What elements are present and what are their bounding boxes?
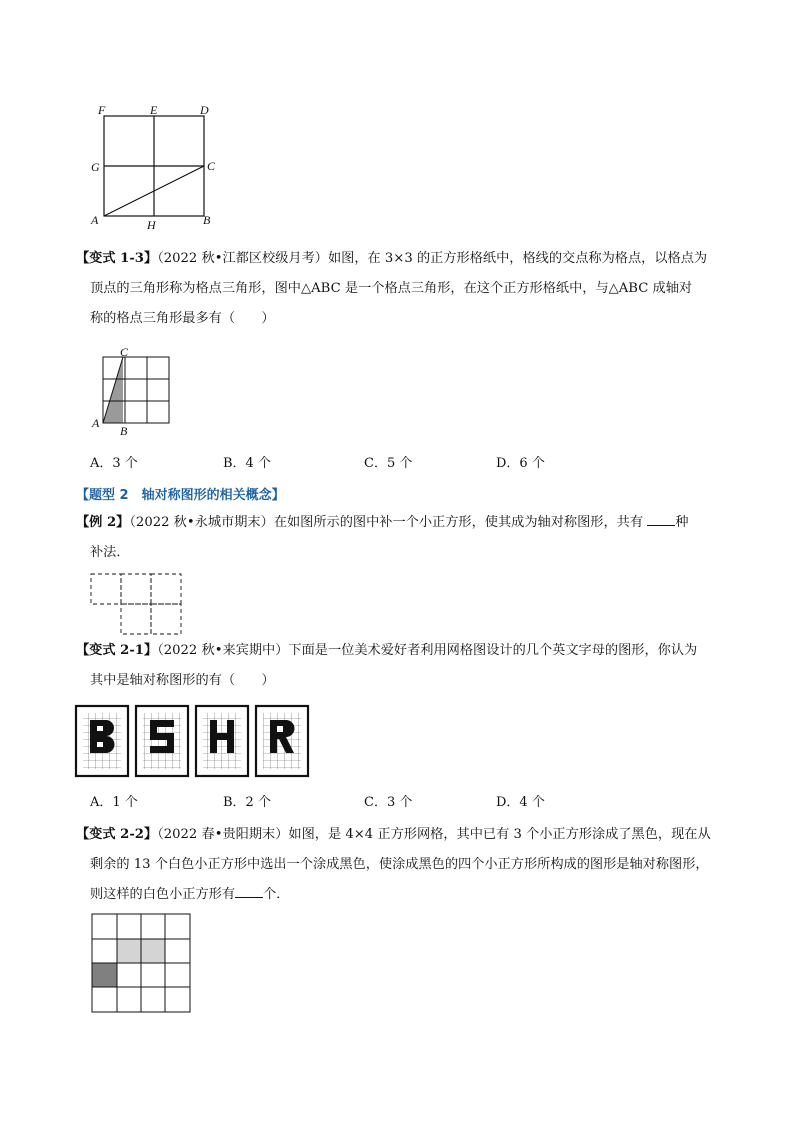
letter-grid-b bbox=[76, 706, 128, 776]
label-c: C bbox=[120, 345, 129, 359]
letter-grid-h bbox=[196, 706, 248, 776]
label-c: C bbox=[207, 159, 216, 173]
figure-grid-triangle bbox=[96, 352, 176, 432]
question-tag: 【变式 2-1】 bbox=[76, 643, 158, 658]
figure-4x4-grid bbox=[88, 910, 194, 1016]
figure-dashed-squares bbox=[88, 571, 188, 637]
label-g: G bbox=[91, 160, 100, 174]
question-text-line: 顶点的三角形称为格点三角形，图中△ABC 是一个格点三角形，在这个正方形格纸中，与△ABC 成轴对 bbox=[90, 281, 693, 296]
answer-blank bbox=[235, 885, 263, 898]
question-text-line: 补法． bbox=[90, 545, 130, 560]
label-a: A bbox=[92, 416, 100, 430]
question-text-line: （2022 秋•永城市期末）在如图所示的图中补一个小正方形，使其成为轴对称图形，共有 bbox=[129, 515, 644, 530]
option-b[interactable]: B．4 个 bbox=[223, 456, 271, 471]
option-a[interactable]: A．3 个 bbox=[90, 456, 138, 471]
question-1-3 bbox=[76, 244, 726, 334]
option-b[interactable]: B．2 个 bbox=[223, 795, 271, 810]
example-2 bbox=[76, 508, 726, 568]
question-text-line: 称的格点三角形最多有（ ） bbox=[90, 311, 275, 326]
question-text-line: 则这样的白色小正方形有 bbox=[90, 887, 236, 902]
figure-letter-grids bbox=[74, 704, 310, 780]
question-text-line: 种 bbox=[675, 515, 689, 530]
question-text-line: 其中是轴对称图形的有（ ） bbox=[90, 673, 275, 688]
shaded-cell bbox=[141, 939, 165, 963]
label-a: A bbox=[91, 213, 99, 227]
label-b: B bbox=[203, 213, 211, 227]
option-c[interactable]: C．5 个 bbox=[364, 456, 413, 471]
label-b: B bbox=[120, 424, 128, 438]
question-tag: 【变式 1-3】 bbox=[76, 251, 158, 266]
label-f: F bbox=[98, 103, 106, 117]
label-e: E bbox=[150, 103, 158, 117]
question-tag: 【例 2】 bbox=[76, 515, 130, 530]
question-text-line: 剩余的 13 个白色小正方形中选出一个涂成黑色，使涂成黑色的四个小正方形所构成的图形是轴对称图形， bbox=[90, 857, 709, 872]
option-a[interactable]: A．1 个 bbox=[90, 795, 138, 810]
question-text-line: （2022 秋•来宾期中）下面是一位美术爱好者利用网格图设计的几个英文字母的图形，你认为 bbox=[157, 643, 698, 658]
question-text-line: 个． bbox=[263, 887, 290, 902]
shaded-cell bbox=[117, 939, 141, 963]
answer-blank bbox=[647, 513, 675, 526]
option-d[interactable]: D．4 个 bbox=[496, 795, 545, 810]
option-d[interactable]: D．6 个 bbox=[496, 456, 545, 471]
label-h: H bbox=[147, 218, 156, 232]
question-text-line: （2022 春•贵阳期末）如图，是 4×4 正方形网格，其中已有 3 个小正方形涂成了黑色，现在从 bbox=[157, 827, 711, 842]
question-tag: 【变式 2-2】 bbox=[76, 827, 158, 842]
question-text-line: （2022 秋•江都区校级月考）如图，在 3×3 的正方形格纸中，格线的交点称为格点，以格点为 bbox=[157, 251, 708, 266]
shaded-cell bbox=[92, 963, 117, 987]
section-heading: 【题型 2 轴对称图形的相关概念】 bbox=[76, 488, 285, 503]
question-2-1 bbox=[76, 636, 726, 696]
letter-grid-r bbox=[256, 706, 308, 776]
letter-grid-s bbox=[136, 706, 188, 776]
question-2-2 bbox=[76, 820, 726, 910]
option-c[interactable]: C．3 个 bbox=[364, 795, 413, 810]
label-d: D bbox=[200, 103, 209, 117]
